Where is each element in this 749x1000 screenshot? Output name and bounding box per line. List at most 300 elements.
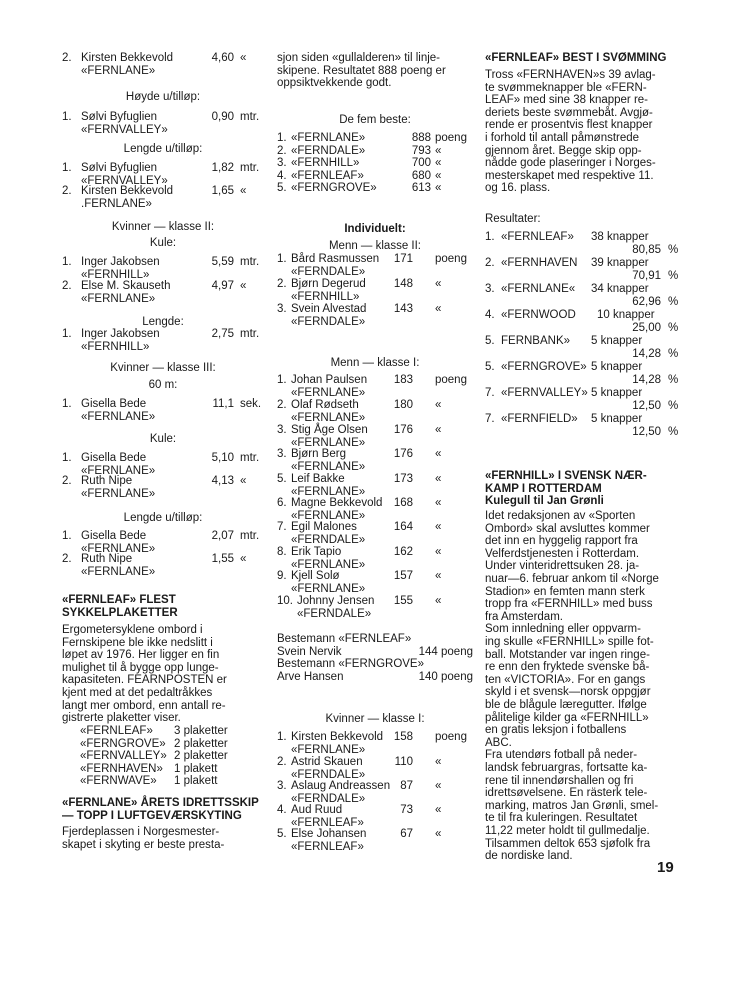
- entry-name: Gisella Bede: [81, 530, 147, 542]
- plakett-club: «FERNHAVEN»: [80, 762, 163, 775]
- section-title: Kule:: [149, 237, 177, 249]
- plakett-count: 1 plakett: [174, 762, 218, 775]
- rank-club: «FERNLEAF»: [291, 169, 364, 182]
- plakett-count: 1 plakett: [174, 775, 218, 788]
- entry-number: 1.: [62, 530, 72, 542]
- entry-name: Sølvi Byfuglien: [81, 111, 158, 123]
- entry-unit: «: [435, 399, 442, 411]
- result-number: 4.: [485, 309, 495, 321]
- entry-number: 2.: [62, 280, 72, 292]
- result-club: «FERNFIELD»: [501, 413, 578, 425]
- body-line: tropp fra «FERNHILL» med buss: [485, 598, 653, 611]
- entry-number: 2.: [62, 475, 72, 487]
- body-line: mulighet til å bygge opp lunge-: [62, 661, 219, 674]
- entry-club: .FERNLANE»: [81, 197, 152, 210]
- entry-number: 3.: [277, 448, 287, 460]
- entry-unit: mtr.: [240, 162, 260, 174]
- plakett-club: «FERNWAVE»: [80, 775, 157, 788]
- body-line: løpet av 1976. Her ligger en fin: [62, 649, 220, 662]
- entry-name: Aslaug Andreassen: [291, 780, 391, 792]
- body-line: nuar—6. februar ankom til «Norge: [485, 573, 659, 585]
- entry-name: Gisella Bede: [81, 452, 147, 464]
- entry-unit: «: [435, 546, 442, 558]
- result-club: «FERNGROVE»: [501, 361, 587, 373]
- result-number: 7.: [485, 413, 495, 425]
- entry-score: 164: [393, 521, 413, 533]
- body-line: Idet redaksjonen av «Sporten: [485, 510, 636, 522]
- entry-number: 1.: [277, 731, 287, 743]
- entry-club: «FERNVALLEY»: [81, 123, 168, 136]
- entry-club: «FERNDALE»: [297, 607, 372, 620]
- result-club: «FERNWOOD: [501, 309, 576, 321]
- entry-name: Bård Rasmussen: [291, 253, 380, 265]
- entry-result: 1,55: [211, 553, 234, 565]
- entry-number: 1.: [62, 398, 72, 410]
- body-line: Tilsammen deltok 653 sjøfolk fra: [485, 837, 651, 850]
- body-line: deriets beste svømmebåt. Avgjø-: [485, 106, 653, 119]
- body-line: rende er prosentvis flest knapper: [485, 119, 653, 132]
- body-line: skyld i et svensk—norsk oppgjør: [485, 686, 651, 699]
- result-number: 5.: [485, 361, 495, 373]
- entry-number: 6.: [277, 497, 287, 509]
- entry-number: 1.: [62, 111, 72, 123]
- section-title: Lengde u/tilløp:: [123, 512, 203, 524]
- rank-unit: «: [435, 169, 442, 182]
- headline: — TOPP I LUFTGEVÆRSKYTING: [62, 809, 242, 822]
- body-line: mesterskapet med respektive 11.: [485, 169, 654, 182]
- body-line: te til fra kuleringen. Resultatet: [485, 812, 638, 825]
- entry-unit: «: [435, 473, 442, 485]
- body-line: 11,22 meter holdt til gullmedalje.: [485, 825, 650, 837]
- body-line: fra Amsterdam.: [485, 610, 563, 623]
- entry-score: 67: [400, 828, 413, 840]
- body-line: Fernskipene ble ikke nedslitt i: [62, 636, 213, 649]
- headline: KAMP I ROTTERDAM: [485, 482, 602, 495]
- body-line: de nordiske land.: [485, 850, 573, 863]
- rank-score: 613: [411, 182, 431, 195]
- entry-unit: sek.: [240, 398, 262, 410]
- entry-number: 1.: [62, 256, 72, 268]
- entry-result: 4,60: [211, 52, 234, 64]
- entry-unit: «: [435, 780, 442, 792]
- entry-unit: «: [240, 52, 247, 64]
- bestemann-name: Svein Nervik: [277, 645, 342, 658]
- entry-club: «FERNLANE»: [291, 460, 366, 473]
- entry-name: Johan Paulsen: [291, 374, 368, 386]
- entry-club: «FERNDALE»: [291, 533, 366, 546]
- entry-name: Kirsten Bekkevold: [81, 185, 174, 197]
- entry-club: «FERNLANE»: [291, 743, 366, 756]
- plakett-club: «FERNGROVE»: [80, 737, 166, 750]
- entry-number: 2.: [277, 756, 287, 768]
- body-line: ball. Motstander var ingen ringe-: [485, 648, 650, 661]
- entry-club: «FERNLANE»: [291, 436, 366, 449]
- headline: «FERNLEAF» FLEST: [62, 594, 176, 606]
- entry-club: «FERNHILL»: [81, 340, 150, 353]
- section-title: Individuelt:: [344, 223, 406, 235]
- result-percent: 14,28: [632, 374, 661, 386]
- entry-score: 110: [394, 756, 413, 768]
- entry-club: «FERNLANE»: [291, 582, 366, 595]
- result-buttons: 5 knapper: [591, 361, 643, 373]
- entry-name: Else Johansen: [291, 828, 367, 840]
- entry-result: 11,1: [212, 398, 234, 410]
- entry-number: 3.: [277, 303, 287, 315]
- entry-result: 5,59: [211, 256, 234, 268]
- rank-unit: poeng: [435, 132, 467, 144]
- body-line: ing skulle «FERNHILL» spille fot-: [485, 636, 654, 648]
- entry-number: 2.: [62, 553, 72, 565]
- result-club: «FERNVALLEY»: [501, 387, 588, 399]
- section-title: Lengde:: [142, 316, 184, 328]
- section-title: Kvinner — klasse III:: [110, 362, 216, 374]
- result-unit: %: [668, 400, 679, 412]
- headline: «FERNLANE» ÅRETS IDRETTSSKIP: [62, 797, 259, 809]
- result-number: 5.: [485, 335, 495, 347]
- result-buttons: 38 knapper: [591, 231, 649, 243]
- entry-name: Astrid Skauen: [291, 756, 363, 768]
- bestemann-score: 144 poeng: [418, 645, 473, 658]
- entry-name: Inger Jakobsen: [81, 256, 160, 268]
- entry-unit: «: [435, 424, 442, 436]
- entry-number: 9.: [277, 570, 287, 582]
- section-title: Kule:: [149, 433, 177, 445]
- entry-result: 1,65: [211, 185, 234, 197]
- entry-name: Kirsten Bekkevold: [81, 52, 174, 64]
- entry-unit: «: [240, 475, 247, 487]
- entry-club: «FERNLANE»: [81, 542, 156, 555]
- entry-result: 4,97: [211, 280, 234, 292]
- result-unit: %: [668, 348, 679, 360]
- entry-name: Olaf Rødseth: [291, 399, 359, 411]
- result-percent: 70,91: [632, 270, 661, 282]
- entry-score: 171: [393, 253, 413, 265]
- entry-number: 7.: [277, 521, 287, 533]
- entry-unit: «: [435, 756, 442, 768]
- entry-number: 10.: [277, 595, 293, 607]
- result-unit: %: [668, 296, 679, 308]
- entry-unit: poeng: [435, 731, 467, 743]
- entry-club: «FERNLANE»: [81, 487, 156, 500]
- body-line: ABC.: [485, 736, 512, 749]
- body-line: i forhold til antall påmønstrede: [485, 132, 640, 144]
- entry-score: 173: [393, 473, 413, 485]
- result-percent: 25,00: [632, 322, 661, 334]
- body-line: kapasiteten. FEARNPOSTEN er: [62, 674, 227, 687]
- entry-name: Ruth Nipe: [81, 475, 133, 487]
- bestemann-score: 140 poeng: [418, 670, 473, 683]
- rank-club: «FERNHILL»: [291, 157, 360, 170]
- rank-number: 5.: [277, 182, 287, 195]
- result-unit: %: [668, 270, 679, 282]
- entry-name: Kirsten Bekkevold: [291, 731, 384, 743]
- rank-number: 3.: [277, 157, 287, 170]
- entry-unit: poeng: [435, 253, 467, 265]
- entry-unit: «: [435, 828, 442, 840]
- body-line: det inn en hyggelig rapport fra: [485, 535, 638, 548]
- entry-score: 162: [393, 546, 413, 558]
- entry-club: «FERNDALE»: [291, 315, 366, 328]
- page-number: 19: [657, 859, 674, 876]
- entry-name: Gisella Bede: [81, 398, 147, 410]
- entry-score: 73: [400, 804, 413, 816]
- entry-number: 1.: [62, 162, 72, 174]
- result-club: «FERNLANE«: [501, 283, 576, 295]
- entry-unit: «: [435, 497, 442, 509]
- entry-name: Erik Tapio: [291, 546, 342, 558]
- entry-club: «FERNVALLEY»: [81, 174, 168, 187]
- section-title: Kvinner — klasse II:: [111, 221, 215, 233]
- entry-club: «FERNHILL»: [81, 268, 150, 281]
- entry-score: 87: [400, 780, 413, 792]
- body-line: sjon siden «gullalderen» til linje-: [277, 52, 441, 64]
- entry-number: 8.: [277, 546, 287, 558]
- result-club: «FERNLEAF»: [501, 231, 574, 243]
- entry-club: «FERNDALE»: [291, 265, 366, 278]
- entry-name: Sølvi Byfuglien: [81, 162, 158, 174]
- entry-result: 0,90: [211, 111, 234, 123]
- entry-score: 143: [393, 303, 413, 315]
- entry-name: Bjørn Degerud: [291, 278, 366, 290]
- entry-club: «FERNHILL»: [291, 290, 360, 303]
- entry-number: 3.: [277, 780, 287, 792]
- body-line: marking, matros Jan Grønli, smel-: [485, 799, 659, 812]
- result-unit: %: [668, 426, 679, 438]
- plakett-club: «FERNVALLEY»: [80, 750, 167, 763]
- entry-unit: mtr.: [240, 452, 260, 464]
- entry-club: «FERNLEAF»: [291, 816, 364, 829]
- entry-number: 2.: [277, 399, 287, 411]
- result-number: 7.: [485, 387, 495, 399]
- entry-number: 2.: [62, 52, 72, 64]
- section-title: Resultater:: [485, 213, 541, 225]
- body-line: Stadion» en femten mann sterk: [485, 585, 645, 598]
- entry-score: 180: [393, 399, 413, 411]
- body-line: Under vinteridrettsuken 28. ja-: [485, 560, 640, 573]
- entry-name: Magne Bekkevold: [291, 497, 383, 509]
- rank-unit: «: [435, 157, 442, 170]
- entry-unit: «: [240, 553, 247, 565]
- body-line: kjent med at det pedaltråkkes: [62, 687, 213, 699]
- entry-name: Ruth Nipe: [81, 553, 133, 565]
- body-line: re enn den fryktede svenske bå-: [485, 661, 650, 674]
- rank-score: 680: [411, 169, 431, 182]
- body-line: Velferdstjenesten i Rotterdam.: [485, 547, 640, 560]
- rank-number: 4.: [277, 169, 287, 182]
- plakett-count: 2 plaketter: [174, 750, 228, 763]
- body-line: ble de blågule læregutter. Ifølge: [485, 699, 647, 711]
- entry-number: 3.: [277, 424, 287, 436]
- headline: SYKKELPLAKETTER: [62, 606, 178, 619]
- entry-unit: «: [435, 278, 442, 290]
- section-title: 60 m:: [148, 379, 178, 391]
- rank-club: «FERNDALE»: [291, 144, 366, 157]
- plakett-club: «FERNLEAF»: [80, 725, 153, 737]
- entry-number: 1.: [62, 452, 72, 464]
- entry-score: 157: [393, 570, 413, 582]
- entry-unit: mtr.: [240, 530, 260, 542]
- body-line: oppsiktvekkende godt.: [277, 77, 392, 90]
- bestemann-name: Arve Hansen: [277, 670, 344, 683]
- body-line: LEAF» med sine 38 knapper re-: [485, 94, 649, 107]
- body-line: Som innledning eller oppvarm-: [485, 623, 641, 636]
- body-line: og 16. plass.: [485, 182, 551, 195]
- entry-score: 183: [393, 374, 413, 386]
- entry-name: Aud Ruud: [291, 804, 343, 816]
- rank-unit: «: [435, 182, 442, 195]
- plakett-count: 2 plaketter: [174, 737, 228, 750]
- entry-name: Stig Åge Olsen: [291, 424, 368, 436]
- rank-number: 1.: [277, 132, 287, 144]
- section-title: Kvinner — klasse I:: [325, 713, 425, 725]
- result-club: FERNBANK»: [501, 335, 571, 347]
- rank-score: 793: [411, 144, 431, 157]
- entry-unit: mtr.: [240, 328, 260, 340]
- headline: «FERNLEAF» BEST I SVØMMING: [485, 52, 667, 64]
- result-unit: %: [668, 374, 679, 386]
- entry-score: 155: [393, 595, 413, 607]
- result-number: 3.: [485, 283, 495, 295]
- result-percent: 12,50: [632, 400, 661, 412]
- entry-number: 1.: [277, 253, 287, 265]
- body-line: Fra utendørs fotball på neder-: [485, 749, 638, 762]
- entry-club: «FERNLANE»: [81, 464, 156, 477]
- bestemann-title: Bestemann «FERNGROVE»: [277, 658, 425, 670]
- entry-name: Egil Malones: [291, 521, 357, 533]
- entry-unit: «: [240, 185, 247, 197]
- result-buttons: 10 knapper: [597, 309, 655, 321]
- entry-score: 176: [393, 424, 413, 436]
- section-title: Menn — klasse II:: [328, 240, 422, 252]
- entry-name: Johnny Jensen: [297, 595, 375, 607]
- entry-club: «FERNLANE»: [81, 410, 156, 423]
- result-buttons: 34 knapper: [591, 283, 649, 295]
- entry-club: «FERNLEAF»: [291, 840, 364, 853]
- entry-unit: «: [435, 448, 442, 460]
- headline: Kulegull til Jan Grønli: [485, 495, 604, 508]
- entry-number: 1.: [62, 328, 72, 340]
- body-line: skapet i skyting er beste presta-: [62, 838, 225, 851]
- entry-club: «FERNLANE»: [291, 411, 366, 424]
- result-number: 2.: [485, 257, 495, 269]
- result-club: «FERNHAVEN: [501, 257, 578, 269]
- entry-result: 4,13: [211, 475, 234, 487]
- headline: «FERNHILL» I SVENSK NÆR-: [485, 470, 647, 482]
- body-line: langt mer ombord, enn antall re-: [62, 699, 226, 712]
- entry-name: Bjørn Berg: [291, 448, 346, 460]
- body-line: Ergometersyklene ombord i: [62, 624, 203, 636]
- rank-score: 700: [411, 157, 431, 170]
- entry-club: «FERNDALE»: [291, 768, 366, 781]
- body-line: rene til innendørshallen og fri: [485, 774, 634, 787]
- entry-club: «FERNLANE»: [81, 292, 156, 305]
- body-line: ten «VICTORIA». For en gangs: [485, 673, 646, 686]
- entry-result: 2,07: [211, 530, 234, 542]
- entry-name: Leif Bakke: [291, 473, 345, 485]
- body-line: pålitelige kilder ga «FERNHILL»: [485, 711, 649, 724]
- result-buttons: 39 knapper: [591, 257, 649, 269]
- body-line: te svømmeknapper ble «FERN-: [485, 81, 647, 94]
- result-buttons: 5 knapper: [591, 335, 643, 347]
- result-percent: 14,28: [632, 348, 661, 360]
- entry-name: Svein Alvestad: [291, 303, 367, 315]
- entry-result: 1,82: [211, 162, 234, 174]
- entry-unit: poeng: [435, 374, 467, 386]
- rank-club: «FERNGROVE»: [291, 182, 377, 195]
- body-line: en gratis leksjon i fotballens: [485, 724, 627, 737]
- entry-number: 1.: [277, 374, 287, 386]
- result-number: 1.: [485, 231, 495, 243]
- entry-unit: «: [435, 570, 442, 582]
- result-percent: 12,50: [632, 426, 661, 438]
- result-buttons: 5 knapper: [591, 413, 643, 425]
- entry-unit: mtr.: [240, 111, 260, 123]
- entry-unit: «: [435, 303, 442, 315]
- section-title: Menn — klasse I:: [330, 357, 420, 369]
- entry-name: Else M. Skauseth: [81, 280, 171, 292]
- entry-number: 5.: [277, 473, 287, 485]
- entry-name: Inger Jakobsen: [81, 328, 160, 340]
- body-line: gistrerte plaketter viser.: [62, 712, 181, 725]
- body-line: skipene. Resultatet 888 poeng er: [277, 64, 446, 77]
- rank-unit: «: [435, 144, 442, 157]
- entry-unit: mtr.: [240, 256, 260, 268]
- entry-unit: «: [240, 280, 247, 292]
- entry-result: 5,10: [211, 452, 234, 464]
- body-line: Tross «FERNHAVEN»s 39 avlag-: [485, 69, 656, 81]
- result-buttons: 5 knapper: [591, 387, 643, 399]
- entry-number: 4.: [277, 804, 287, 816]
- entry-unit: «: [435, 595, 442, 607]
- entry-club: «FERNLANE»: [291, 509, 366, 522]
- entry-score: 176: [393, 448, 413, 460]
- rank-number: 2.: [277, 144, 287, 157]
- entry-result: 2,75: [211, 328, 234, 340]
- result-percent: 80,85: [632, 244, 661, 256]
- body-line: gjennom året. Begge skip opp-: [485, 144, 642, 157]
- body-line: Fjerdeplassen i Norgesmester-: [62, 826, 220, 838]
- entry-club: «FERNLANE»: [291, 485, 366, 498]
- rank-club: «FERNLANE»: [291, 132, 366, 144]
- body-line: nådde gode plaseringer i Norges-: [485, 157, 656, 170]
- entry-club: «FERNDALE»: [291, 792, 366, 805]
- entry-club: «FERNLANE»: [291, 386, 366, 399]
- result-unit: %: [668, 322, 679, 334]
- entry-club: «FERNLANE»: [81, 64, 156, 77]
- bestemann-title: Bestemann «FERNLEAF»: [277, 633, 412, 645]
- entry-score: 158: [393, 731, 413, 743]
- result-unit: %: [668, 244, 679, 256]
- result-percent: 62,96: [632, 296, 661, 308]
- entry-score: 168: [393, 497, 413, 509]
- rank-score: 888: [411, 132, 431, 144]
- section-title: Høyde u/tilløp:: [125, 91, 201, 103]
- entry-club: «FERNLANE»: [291, 558, 366, 571]
- entry-unit: «: [435, 521, 442, 533]
- section-title: De fem beste:: [339, 114, 411, 126]
- entry-score: 148: [393, 278, 413, 290]
- body-line: idrettsøvelsene. En rästerk tele-: [485, 787, 648, 800]
- body-line: Ombord» skal avsluttes kommer: [485, 522, 650, 535]
- entry-club: «FERNLANE»: [81, 565, 156, 578]
- entry-number: 5.: [277, 828, 287, 840]
- section-title: Lengde u/tilløp:: [123, 143, 203, 155]
- body-line: landsk februargras, fortsatte ka-: [485, 762, 648, 774]
- entry-number: 2.: [277, 278, 287, 290]
- plakett-count: 3 plaketter: [174, 725, 228, 737]
- entry-unit: «: [435, 804, 442, 816]
- entry-number: 2.: [62, 185, 72, 197]
